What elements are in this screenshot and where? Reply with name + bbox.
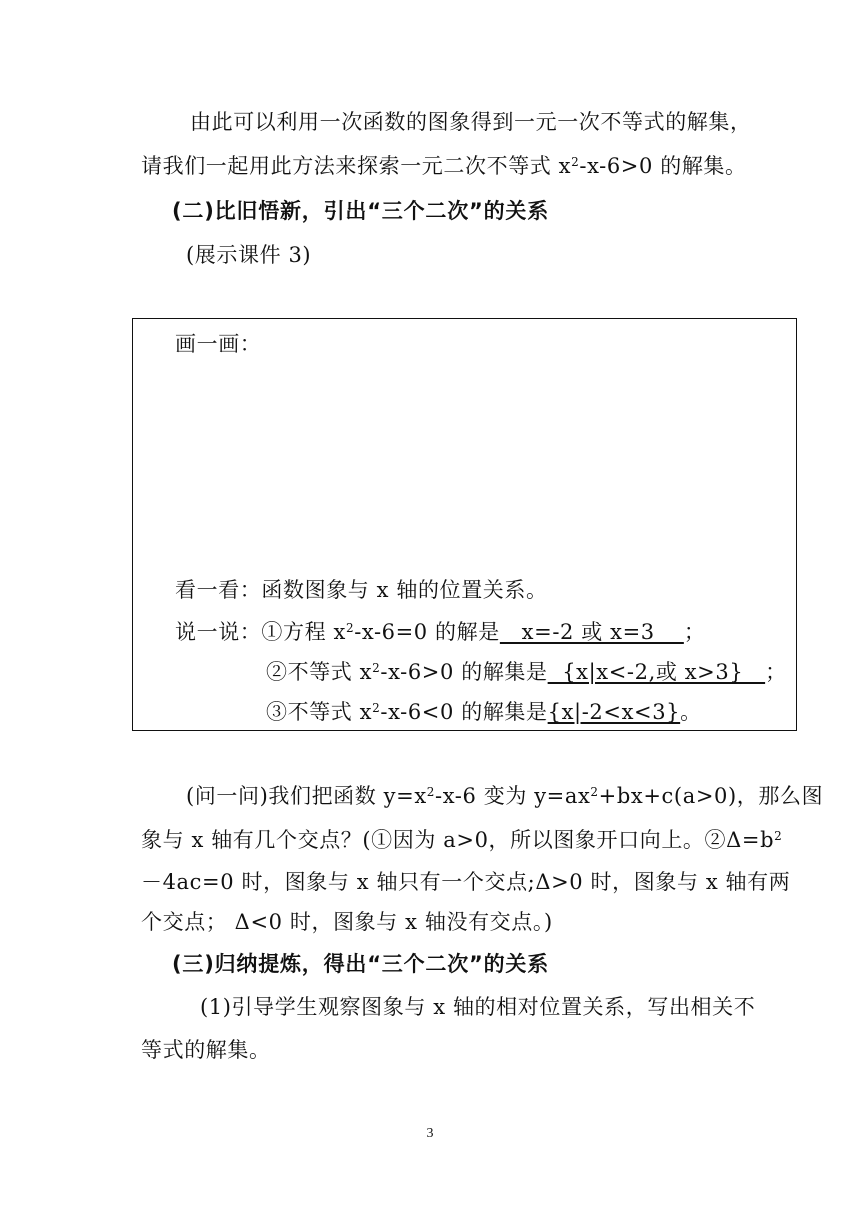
superscript-2: 2 — [571, 155, 580, 169]
intro-line-1 — [190, 108, 752, 136]
question-text-2: 象与 x 轴有几个交点？(①因为 a>0，所以图象开口向上。②Δ=b — [141, 828, 775, 852]
superscript-2: 2 — [372, 701, 381, 715]
superscript-2: 2 — [372, 661, 381, 675]
courseware-note: (展示课件 3) — [186, 243, 312, 267]
section-3-para-line-1: (1)引导学生观察图象与 x 轴的相对位置关系，写出相关不 — [200, 995, 756, 1019]
say-label: 说一说： — [175, 620, 262, 644]
question-line-1 — [186, 782, 823, 810]
say-line-1 — [175, 618, 705, 646]
item-2-text-a: ②不等式 x — [266, 660, 373, 684]
question-line-2 — [141, 826, 782, 854]
say-line-2 — [266, 658, 787, 686]
say-line-3 — [266, 698, 702, 726]
item-2-text-b: -x-6>0 的解集是 — [380, 660, 548, 684]
intro-text-2a: 请我们一起用此方法来探索一元二次不等式 x — [141, 154, 572, 178]
item-2-answer: {x|x<-2,或 x>3} — [547, 660, 766, 684]
superscript-2: 2 — [426, 785, 436, 799]
question-text-1b: -x-6 变为 y=ax — [435, 784, 591, 808]
superscript-2: 2 — [774, 829, 783, 843]
item-1-text-a: ①方程 x — [261, 620, 346, 644]
section-3-para-line-2: 等式的解集。 — [141, 1038, 271, 1062]
item-3-text-b: -x-6<0 的解集是 — [380, 700, 548, 724]
item-1-end: ； — [683, 620, 706, 644]
intro-line-2 — [141, 152, 747, 180]
question-line-4: 个交点； Δ<0 时，图象与 x 轴没有交点。) — [141, 910, 553, 934]
question-text-1a: (问一问)我们把函数 y=x — [186, 784, 427, 808]
item-2-end: ； — [765, 660, 787, 684]
section-2-heading: (二)比旧悟新，引出“三个二次”的关系 — [172, 199, 549, 223]
intro-text-2b: -x-6>0 的解集。 — [579, 154, 747, 178]
item-3-text-a: ③不等式 x — [266, 700, 373, 724]
item-1-text-b: -x-6=0 的解是 — [354, 620, 500, 644]
section-3-heading: (三)归纳提炼，得出“三个二次”的关系 — [172, 952, 549, 976]
item-3-end: 。 — [680, 700, 702, 724]
question-text-1c: +bx+c(a>0)，那么图 — [598, 784, 824, 808]
page-number: 3 — [426, 1126, 434, 1141]
superscript-2: 2 — [345, 621, 355, 635]
item-3-answer: {x|-2<x<3} — [547, 700, 681, 724]
item-1-answer: x=-2 或 x=3 — [499, 620, 684, 644]
draw-label: 画一画： — [175, 332, 262, 356]
intro-text-1: 由此可以利用一次函数的图象得到一元一次不等式的解集， — [190, 110, 752, 134]
look-line: 看一看：函数图象与 x 轴的位置关系。 — [175, 578, 548, 602]
question-line-3: －4ac=0 时，图象与 x 轴只有一个交点;Δ>0 时，图象与 x 轴有两 — [141, 870, 791, 894]
superscript-2: 2 — [590, 785, 599, 799]
